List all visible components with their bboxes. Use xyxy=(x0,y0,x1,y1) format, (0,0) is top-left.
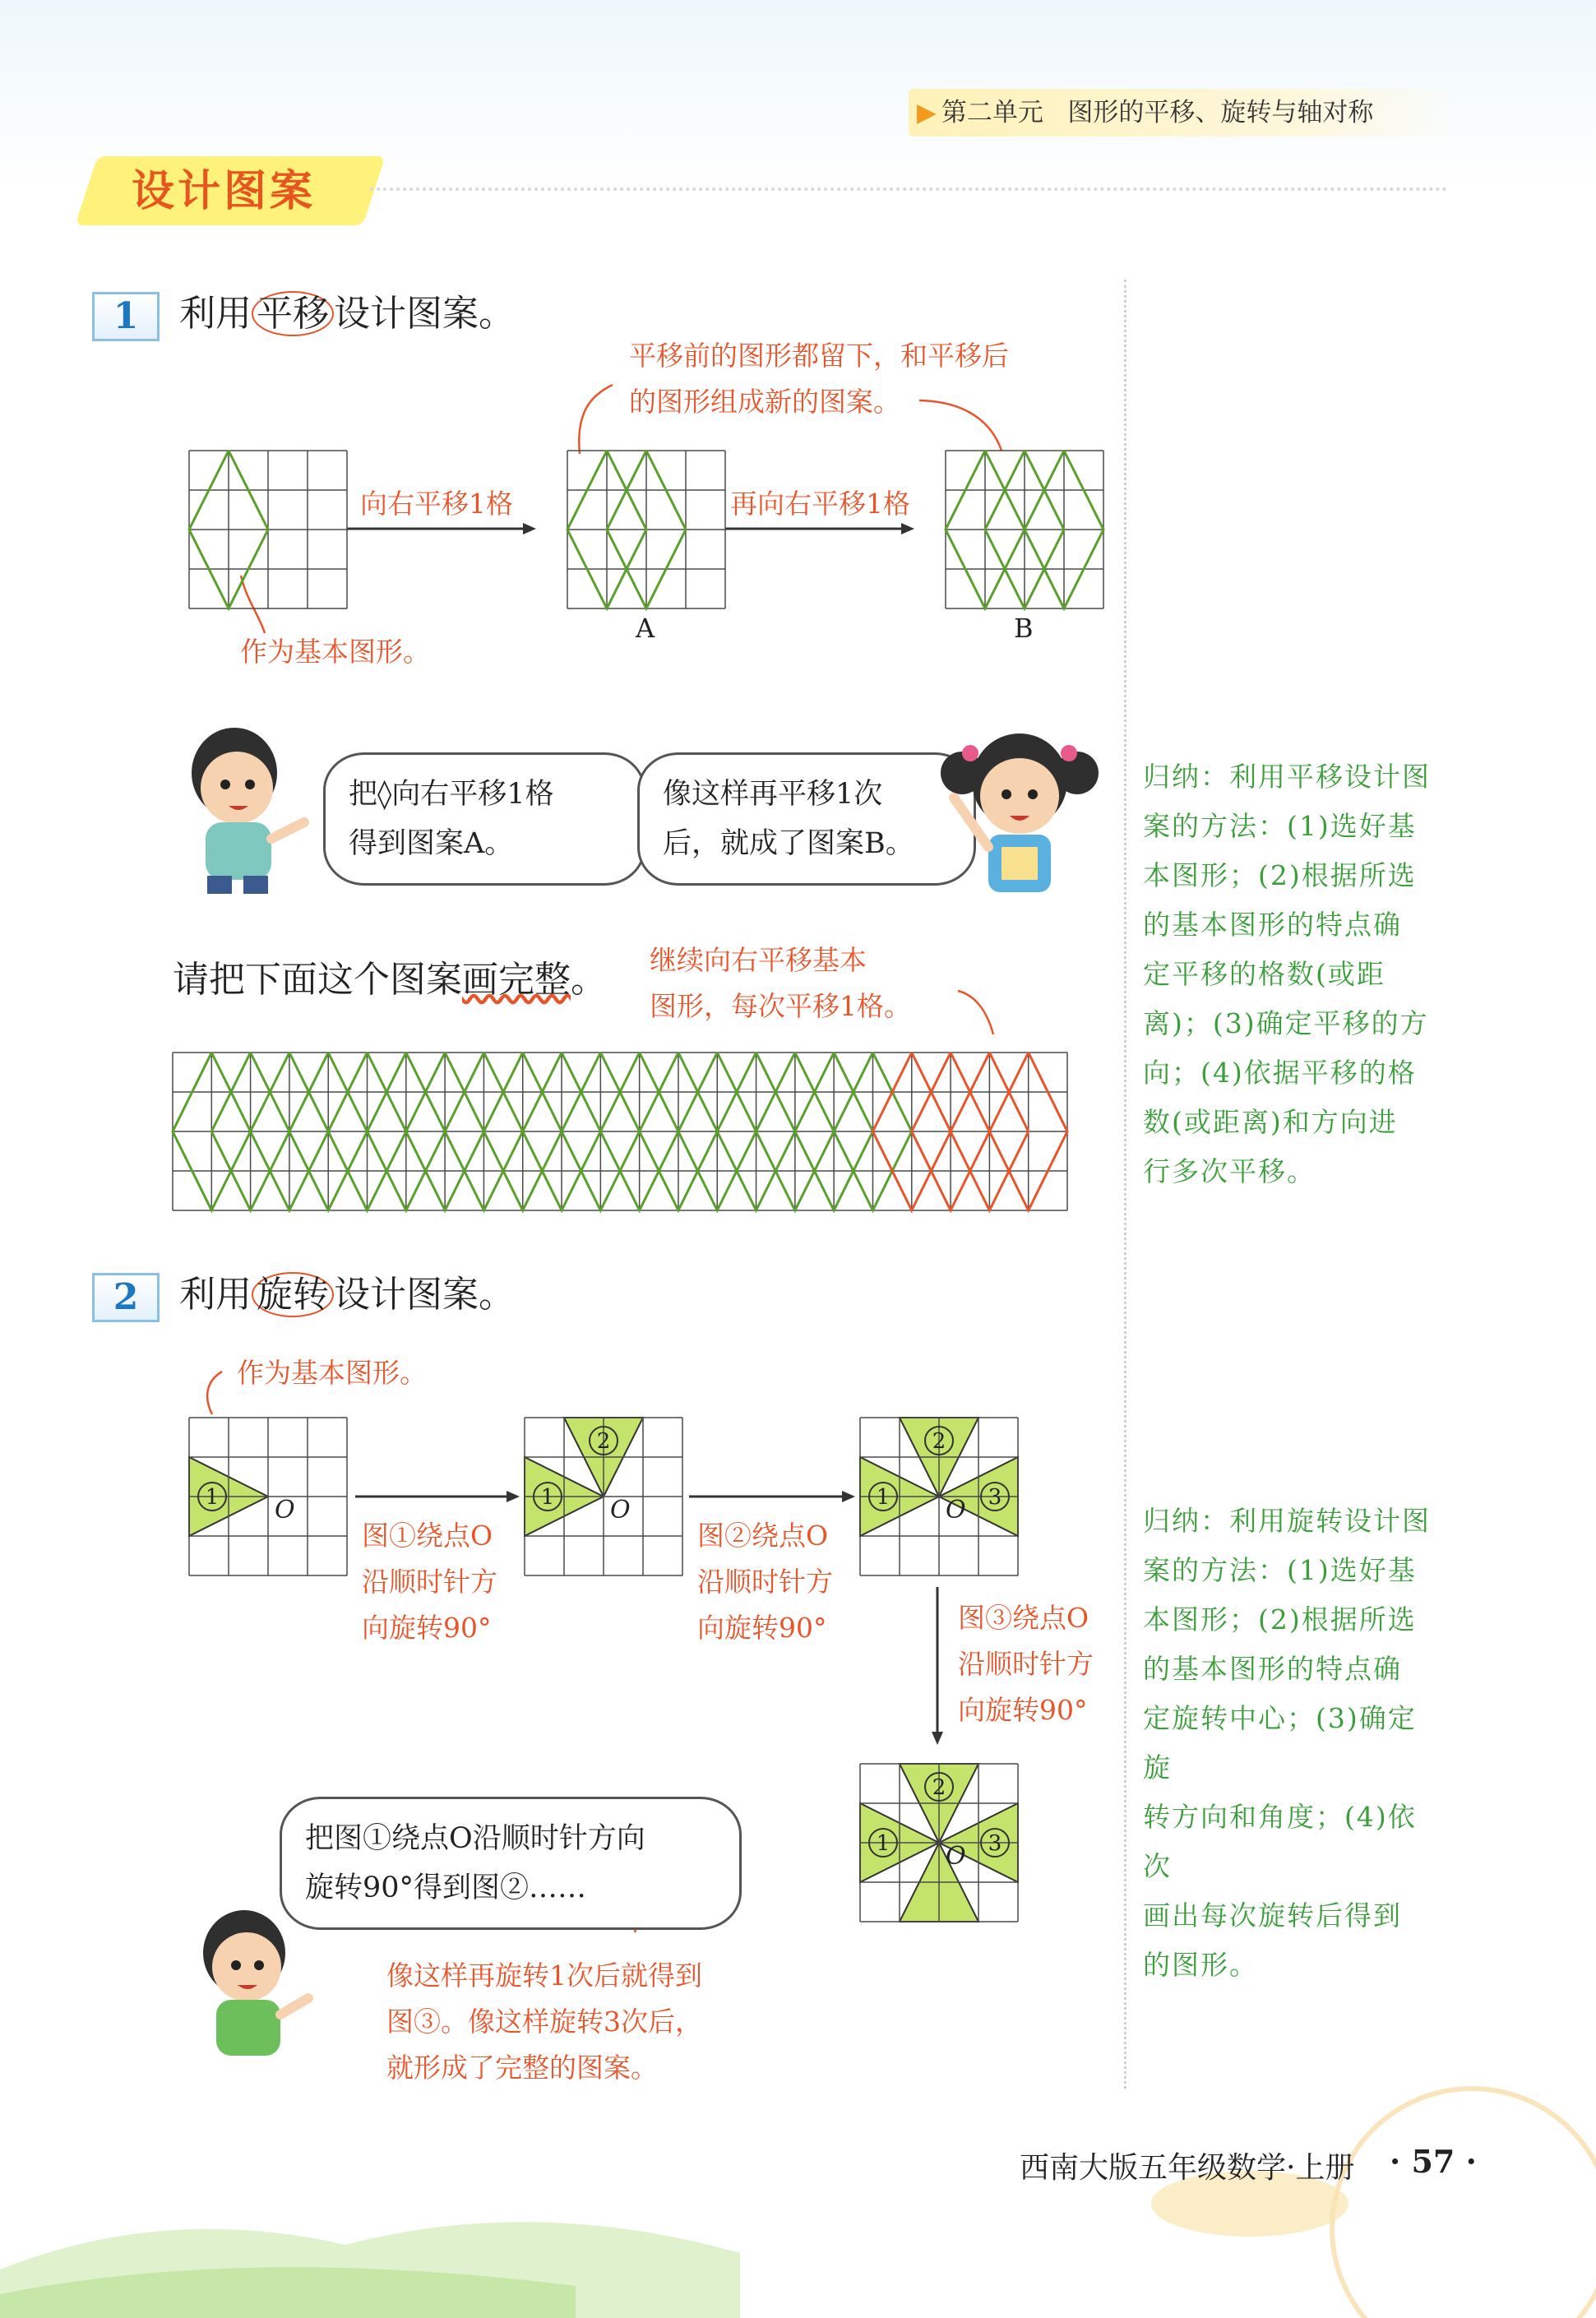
basic-shape-note: 作为基本图形。 xyxy=(240,636,430,668)
figure-number-label: 2 xyxy=(596,1429,611,1454)
rotation-step-2-grid xyxy=(525,1418,682,1575)
point-o-label: O xyxy=(946,1496,966,1525)
summary1-line: 的基本图形的特点确 xyxy=(1143,909,1402,941)
summary1-line: 离)；(3)确定平移的方 xyxy=(1143,1007,1429,1039)
rotation-final-grid xyxy=(860,1764,1018,1922)
boy-illustration xyxy=(173,724,312,896)
arrow-label-2: 再向右平移1格 xyxy=(730,488,910,520)
summary1-line: 本图形；(2)根据所选 xyxy=(1143,859,1417,891)
boy2-bubble-line-1: 把图①绕点O沿顺时针方向 xyxy=(305,1822,645,1855)
step3-line: 图③绕点O xyxy=(958,1602,1089,1634)
boy-note-2 xyxy=(386,1953,702,2091)
problem-number-1: 1 xyxy=(92,292,160,341)
task-note-line-2: 图形，每次平移1格。 xyxy=(650,990,911,1022)
boy2-bubble-line-2: 旋转90°得到图②…… xyxy=(305,1872,587,1904)
heading-keyword-circled: 平移 xyxy=(252,291,334,336)
task-note xyxy=(650,937,911,1029)
summary2-line: 定旋转中心；(3)确定旋 xyxy=(1143,1702,1417,1784)
step2-label xyxy=(697,1513,833,1651)
summary1-line: 归纳：利用平移设计图 xyxy=(1143,761,1431,793)
heading-keyword-circled: 旋转 xyxy=(252,1272,334,1317)
summary1-line: 向；(4)依据平移的格 xyxy=(1143,1057,1417,1089)
task-underlined: 画完整 xyxy=(462,959,571,1001)
pointer-basic-2 xyxy=(207,1372,222,1414)
unit-title: 图形的平移、旋转与轴对称 xyxy=(1067,98,1374,127)
boy-bubble-line-2: 得到图案A。 xyxy=(349,827,514,860)
step3-line: 向旋转90° xyxy=(958,1694,1088,1726)
bottom-scenery-decoration xyxy=(0,2105,1596,2318)
summary2-line: 的图形。 xyxy=(1143,1949,1258,1981)
task-note-line-1: 继续向右平移基本 xyxy=(650,944,867,976)
girl-bubble-line-1: 像这样再平移1次 xyxy=(663,778,883,811)
label-b: B xyxy=(1014,613,1034,644)
step1-label xyxy=(362,1513,497,1651)
step2-line: 沿顺时针方 xyxy=(697,1566,833,1598)
boy-speech-bubble-1 xyxy=(323,752,645,886)
task-pre: 请把下面这个图案 xyxy=(173,959,462,1001)
problem-number-2: 2 xyxy=(92,1273,160,1322)
rotation-step-1-grid xyxy=(189,1418,347,1575)
boy-note-line-2: 图③。像这样旋转3次后， xyxy=(386,2006,702,2038)
task-text xyxy=(173,955,607,1005)
arrow-head-5 xyxy=(932,1732,943,1745)
girl-speech-bubble xyxy=(637,752,976,886)
step3-label xyxy=(958,1595,1094,1733)
unit-label: 第二单元 xyxy=(941,98,1043,127)
footer-book: 西南大版五年级数学·上册 xyxy=(1020,2151,1355,2185)
figure-number-label: 1 xyxy=(876,1485,891,1510)
long-pattern-grid xyxy=(173,1053,1067,1210)
summary-translation xyxy=(1143,752,1439,1196)
label-a: A xyxy=(636,613,655,644)
step2-line: 向旋转90° xyxy=(697,1612,827,1644)
step3-line: 沿顺时针方 xyxy=(958,1648,1094,1680)
figure-number-label: 2 xyxy=(932,1429,946,1454)
figure-number-label: 2 xyxy=(932,1775,946,1800)
pattern-b-grid xyxy=(946,451,1103,608)
pointer-task xyxy=(958,991,993,1034)
summary1-line: 数(或距离)和方向进 xyxy=(1143,1106,1398,1138)
arrow-label-1: 向右平移1格 xyxy=(360,488,513,520)
boy-speech-bubble-2 xyxy=(280,1797,742,1930)
summary1-line: 行多次平移。 xyxy=(1143,1155,1316,1187)
summary2-line: 本图形；(2)根据所选 xyxy=(1143,1603,1417,1636)
boy-note-line-3: 就形成了完整的图案。 xyxy=(386,2052,658,2084)
page-number: · 57 · xyxy=(1390,2143,1477,2180)
heading-post: 设计图案。 xyxy=(334,1274,515,1316)
step1-line: 沿顺时针方 xyxy=(362,1566,497,1598)
heading-pre: 利用 xyxy=(179,293,252,335)
point-o-label: O xyxy=(946,1842,966,1871)
part2-heading xyxy=(179,1270,515,1320)
point-o-label: O xyxy=(275,1496,295,1525)
heading-post: 设计图案。 xyxy=(334,293,515,335)
arrow-head-4 xyxy=(842,1491,855,1502)
figure-number-label: 1 xyxy=(540,1485,555,1510)
note-top-line-1: 平移前的图形都留下，和平移后 xyxy=(629,340,1009,372)
heading-pre: 利用 xyxy=(179,1274,252,1316)
figure-number-label: 1 xyxy=(876,1831,891,1856)
figure-number-label: 3 xyxy=(988,1831,1002,1856)
play-triangle-icon: ▶ xyxy=(917,98,937,127)
basic-shape-note-2: 作为基本图形。 xyxy=(237,1357,427,1389)
section-title: 设计图案 xyxy=(132,166,317,216)
summary2-line: 归纳：利用旋转设计图 xyxy=(1143,1505,1431,1537)
step1-line: 向旋转90° xyxy=(362,1612,492,1644)
note-top-line-2: 的图形组成新的图案。 xyxy=(629,386,900,418)
page-number-value: 57 xyxy=(1411,2143,1455,2180)
summary2-line: 的基本图形的特点确 xyxy=(1143,1653,1402,1685)
point-o-label: O xyxy=(610,1496,631,1525)
girl-illustration xyxy=(937,724,1102,900)
summary2-line: 转方向和角度；(4)依次 xyxy=(1143,1801,1417,1882)
summary-rotation xyxy=(1143,1497,1439,1990)
summary1-line: 定平移的格数(或距 xyxy=(1143,958,1386,990)
task-post: 。 xyxy=(571,959,607,1001)
step1-line: 图①绕点O xyxy=(362,1520,493,1552)
figure-number-label: 1 xyxy=(205,1485,220,1510)
summary2-line: 画出每次旋转后得到 xyxy=(1143,1899,1402,1932)
pattern-a-grid xyxy=(567,451,725,608)
rotation-step-3-grid xyxy=(860,1418,1018,1575)
boy-bubble-line-1: 把◊向右平移1格 xyxy=(349,778,554,811)
girl-bubble-line-2: 后，就成了图案B。 xyxy=(663,827,914,860)
pointer-b xyxy=(919,400,1002,451)
pointer-a xyxy=(579,385,613,454)
arrow-head-3 xyxy=(507,1491,520,1502)
figure-number-label: 3 xyxy=(988,1485,1002,1510)
arrow-head-1 xyxy=(523,523,536,534)
basic-shape-grid xyxy=(189,451,347,608)
step2-line: 图②绕点O xyxy=(697,1520,829,1552)
summary1-line: 案的方法：(1)选好基 xyxy=(1143,810,1417,842)
boy-note-line-1: 像这样再旋转1次后就得到 xyxy=(386,1959,702,1992)
summary2-line: 案的方法：(1)选好基 xyxy=(1143,1554,1417,1586)
boy-illustration-2 xyxy=(185,1908,317,2064)
